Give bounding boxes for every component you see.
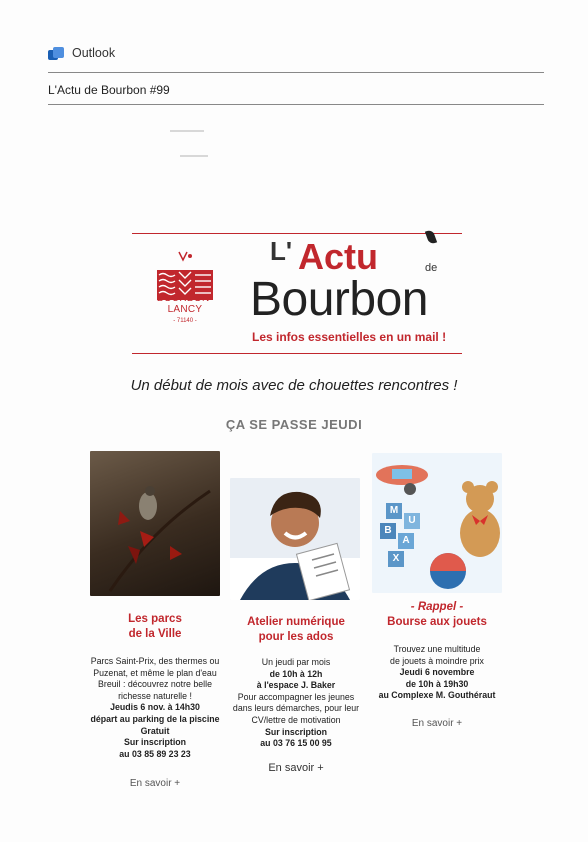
block-letter-a: A [402,535,410,546]
article-title: Les parcs [128,613,182,625]
tagline: Les infos essentielles en un mail ! [252,330,447,344]
bird-photo-icon [90,451,220,596]
article-date: Jeudi 6 novembre [399,667,475,678]
divider-top [48,72,544,73]
masthead-actu: Actu [298,236,378,277]
article-bourse [368,600,506,730]
toys-image[interactable] [372,453,502,593]
article-text: Parcs Saint-Prix, des thermes ou [90,656,220,666]
read-more-link[interactable]: En savoir + [411,717,463,729]
toys-illustration-icon [372,453,502,593]
article-text: Un jeudi par mois [261,657,331,667]
section-title: ÇA SE PASSE JEUDI [225,417,363,432]
header-rule-bottom [132,353,462,354]
intro-text: Un début de mois avec de chouettes rencontres ! [130,377,458,394]
article-title: de la Ville [128,628,182,640]
faint-mark [180,155,208,157]
workshop-image[interactable] [230,478,360,600]
logo-line2: LANCY [167,304,203,315]
article-title: pour les ados [258,631,334,643]
article-title: Bourse aux jouets [387,616,487,628]
article-registration: Sur inscription [123,737,187,748]
read-more-link[interactable]: En savoir + [129,778,181,790]
article-place: au Complexe M. Gouthéraut [378,690,496,701]
article-parcs [88,612,222,790]
logo-line3: - 71140 - [173,318,197,324]
masthead-de: de [425,262,438,274]
article-date: Jeudis 6 nov. à 14h30 [110,702,200,713]
article-text: de jouets à moindre prix [390,655,484,666]
outlook-app-header [48,44,115,62]
masthead-bourbon: Bourbon [250,273,428,326]
masthead [250,228,470,328]
app-name: Outlook [72,46,116,60]
block-letter-m: M [389,505,399,516]
article-title: Atelier numérique [247,616,345,628]
read-more-link[interactable]: En savoir + [268,761,324,774]
article-text: richesse naturelle ! [118,690,192,701]
article-time: de 10h à 12h [269,668,323,679]
article-place: à l'espace J. Baker [256,680,336,691]
article-phone: au 03 85 89 23 23 [119,748,191,759]
article-price: Gratuit [140,725,170,736]
article-text: Puzenat, et même le plan d'eau [93,667,217,678]
masthead-l: L' [270,236,293,266]
article-text: CV/lettre de motivation [251,714,341,725]
city-crest-icon [145,242,225,302]
teen-illustration-icon [230,478,360,600]
article-phone: au 03 76 15 00 95 [260,738,332,749]
block-letter-x: X [392,553,400,564]
city-logo [145,242,225,347]
apostrophe-mark-icon [425,229,437,245]
article-kicker: - Rappel - [410,601,464,613]
article-text: dans leurs démarches, pour leur [232,703,360,714]
article-text: Pour accompagner les jeunes [237,691,355,702]
article-atelier [230,615,362,774]
article-text: Trouvez une multitude [393,644,481,654]
faint-mark [170,130,204,132]
divider-subject [48,104,544,105]
parks-image[interactable] [90,451,220,596]
article-time: de 10h à 19h30 [405,678,469,689]
article-place: départ au parking de la piscine [90,713,220,724]
article-text: Breuil : découvrez notre belle [98,679,212,690]
article-registration: Sur inscription [264,726,328,737]
outlook-icon [48,46,64,61]
block-letter-u: U [408,515,416,526]
block-letter-b: B [384,525,392,536]
email-subject: L'Actu de Bourbon #99 [48,83,170,97]
